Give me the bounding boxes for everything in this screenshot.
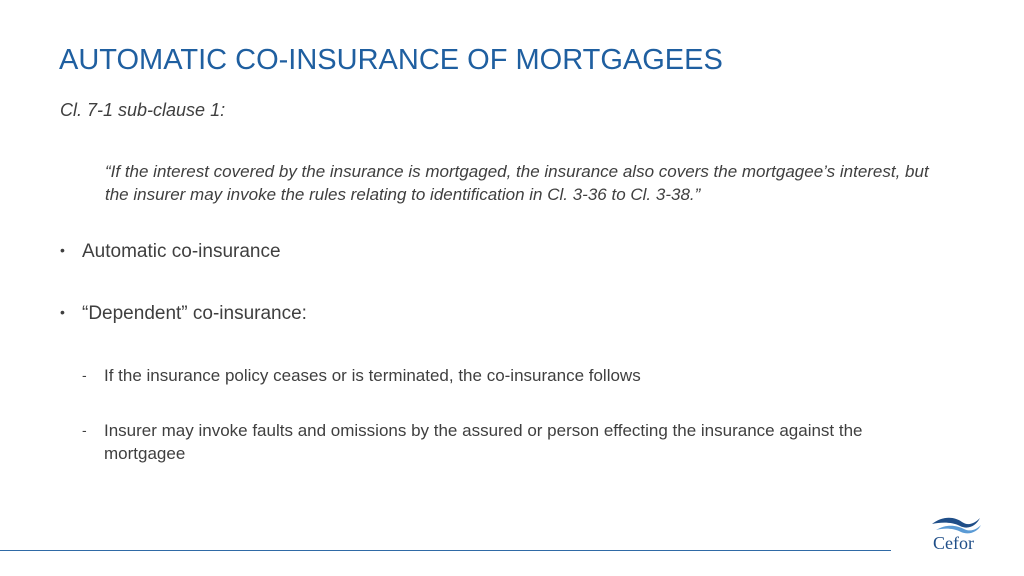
bullet-text: “Dependent” co-insurance: bbox=[82, 303, 307, 324]
logo-text: Cefor bbox=[933, 533, 974, 553]
bullet-text: Automatic co-insurance bbox=[82, 241, 281, 262]
sub-list-text: If the insurance policy ceases or is terminated, the co-insurance follows bbox=[104, 366, 641, 385]
sub-list-text: Insurer may invoke faults and omissions by the assured or person effecting the insurance against the mortgagee bbox=[104, 421, 863, 463]
bullet-item bbox=[60, 241, 281, 263]
sub-list-item bbox=[82, 419, 942, 465]
page-title: AUTOMATIC CO-INSURANCE OF MORTGAGEES bbox=[59, 44, 723, 76]
bullet-icon: • bbox=[60, 304, 65, 320]
sub-list-item bbox=[82, 364, 942, 387]
bullet-icon: • bbox=[60, 242, 65, 258]
clause-quote: “If the interest covered by the insurance is mortgaged, the insurance also covers the mortgagee’s interest, but the insurer may invoke the rules relating to identification in Cl. 3-36 to Cl. 3-38.” bbox=[105, 162, 929, 204]
dash-icon: - bbox=[82, 422, 87, 438]
dash-icon: - bbox=[82, 367, 87, 383]
clause-reference: Cl. 7-1 sub-clause 1: bbox=[60, 100, 226, 120]
bullet-item bbox=[60, 303, 307, 325]
footer-divider bbox=[0, 550, 891, 551]
